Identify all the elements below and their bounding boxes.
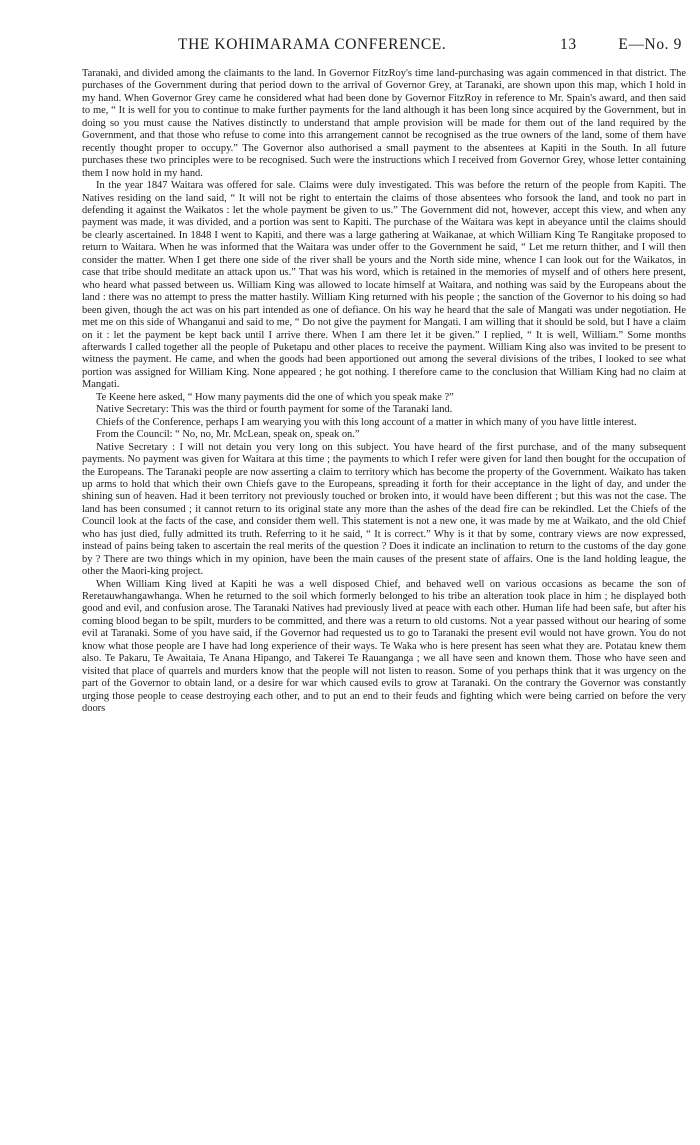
paragraph: Native Secretary : I will not detain you very long on this subject. You have heard of the first purchase, and of the many subsequent payments. No payment was given for Waitara at this time ; the payments to which I refer were given for land then bought for the occupation of the Europeans. The Taranaki people are now asserting a claim to territory which has become the property of the Government. Waikato has taken up arms to hold that which their own Chiefs gave to the Europeans, spreading it forth for their acceptance in the light of day, and under the shining sun of heaven. Had it been territory not previously touched or broken into, it would have been different ; but this was not the case. The land has been consumed ; it cannot return to its original state any more than the ashes of the dead fire can be rekindled. Let the Chiefs of the Council look at the facts of the case, and consider them well. This statement is not a new one, it was made by me at Waikato, and the old Chief who has just died, fully admitted its truth. Referring to it he said, “ It is correct.” Why is it that by some, contrary views are now expressed, instead of pains being taken to ascertain the real merits of the question ? Does it indicate an inclination to return to the customs of the day gone by ? There are two things which in my opinion, have been the main causes of the present state of affairs. One is the land holding league, the other the Maori-king project. <box>82 441 686 578</box>
paragraph: From the Council: “ No, no, Mr. McLean, speak on, speak on.” <box>96 429 360 441</box>
running-title: THE KOHIMARAMA CONFERENCE. <box>178 36 447 53</box>
paragraph: Chiefs of the Conference, perhaps I am wearying you with this long account of a matter in which many of you have little interest. <box>96 416 637 428</box>
paragraph: Taranaki, and divided among the claimants to the land. In Governor FitzRoy's time land-purchasing was again commenced in that district. The purchases of the Government during that period down to the arrival of Governor Grey, at Taranaki, are shown upon this map, which I hold in my hand. When Governor Grey came he considered what had been done by Governor FitzRoy in reference to Mr. Spain's award, and then said to me, “ It is well for you to continue to make further payments for the land although it has been long since acquired by the Government, but in doing so you must cause the Natives distinctly to understand that ample provision will be made for them out of the land required by the Government, and that those who refuse to come into this arrangement cannot be recognised as the true owners of the land, some of them have recently thought proper to occupy.” The Governor also authorised a small payment to the absentees at Kapiti in the South. In all future purchases these two principles were to be recognised. Such were the instructions which I received from Governor Grey, whose letter containing them I now hold in my hand. <box>82 68 686 179</box>
page-header <box>82 36 686 58</box>
page-number: 13 <box>560 36 577 53</box>
paragraph: Te Keene here asked, “ How many payments did the one of which you speak make ?” <box>96 391 454 403</box>
body-text <box>82 68 686 716</box>
document-reference: E—No. 9 <box>618 36 682 53</box>
paragraph: When William King lived at Kapiti he was a well disposed Chief, and behaved well on various occasions as became the son of Reretauwhangawhanga. When he returned to the soil which formerly belonged to his tribe an alteration took place in him ; he displayed both good and evil, and confusion arose. The Taranaki Natives had previously lived at peace with each other. Human life had been safe, but after his coming blood began to be spilt, murders to be committed, and there was a return to old customs. Not a year passed without our hearing of some evil at Taranaki. Some of you have said, if the Governor had requested us to go to Taranaki the present evil would not have grown. You do not know what those people are I have had long experience of their ways. Te Waka who is here present has seen what they are. Potatau knew them also. Te Pakaru, Te Awaitaia, Te Anana Hipango, and Takerei Te Rauanganga ; we all have seen and known them. Those who have seen and visited that place of quarrels and murders know that the people will not listen to reason. Some of you perhaps think that it was urgency on the part of the Governor to obtain land, or a desire for war which caused evils to grow at Taranaki. On the contrary the Governor was constantly urging those people to cease destroying each other, and to put an end to their feuds and fighting which were being carried on before the very doors <box>82 578 686 715</box>
paragraph: Native Secretary: This was the third or fourth payment for some of the Taranaki land. <box>96 404 453 416</box>
paragraph: In the year 1847 Waitara was offered for sale. Claims were duly investigated. This was before the return of the people from Kapiti. The Natives residing on the land said, “ It will not be right to entertain the claims of those absentees who forsook the land, and took no part in defending it against the Waikatos : let the whole payment be given to us.” The Government did not, however, accept this view, and when any payment was made, it was divided, and a portion was sent to Kapiti. The purchase of the Waitara was kept in abeyance until the claims should be clearly ascertained. In 1848 I went to Kapiti, and there was a large gathering at Waikanae, at which William King Te Rangitake proposed to return to Waitara. When he was informed that the Waitara was under offer to the Government he said, “ Let me return thither, and I will then consider the matter. When I get there one side of the river shall be yours and the North side mine, whence I can look out for the Waikatos, in case that tribe should meditate an attack upon us.” That was his word, which is retained in the memories of myself and of others here present, who heard what passed between us. William King was allowed to locate himself at Waitara, and nothing was said by the Europeans about the land : there was no attempt to press the matter hastily. William King returned with his people ; the sanction of the Governor to his doing so had been given, though the act was on his part intended as one of defiance. On his way he heard that the sale of Mangati was under negotiation. He met me on this side of Whanganui and said to me, “ Do not give the payment for Mangati. I am willing that it should be sold, but I have a claim on it : let the payment be kept back until I arrive there. When I am there let it be given.” I replied, “ It is well, William.” Some months afterwards I called together all the people of Puketapu and other places to receive the payment. William King also was invited to be present to witness the payment. He came, and when the goods had been apportioned out among the several divisions of the tribes, I looked to see what portion was assigned for William King. None appeared ; he got nothing. I therefore came to the conclusion that William King had no claim at Mangati. <box>82 180 686 391</box>
